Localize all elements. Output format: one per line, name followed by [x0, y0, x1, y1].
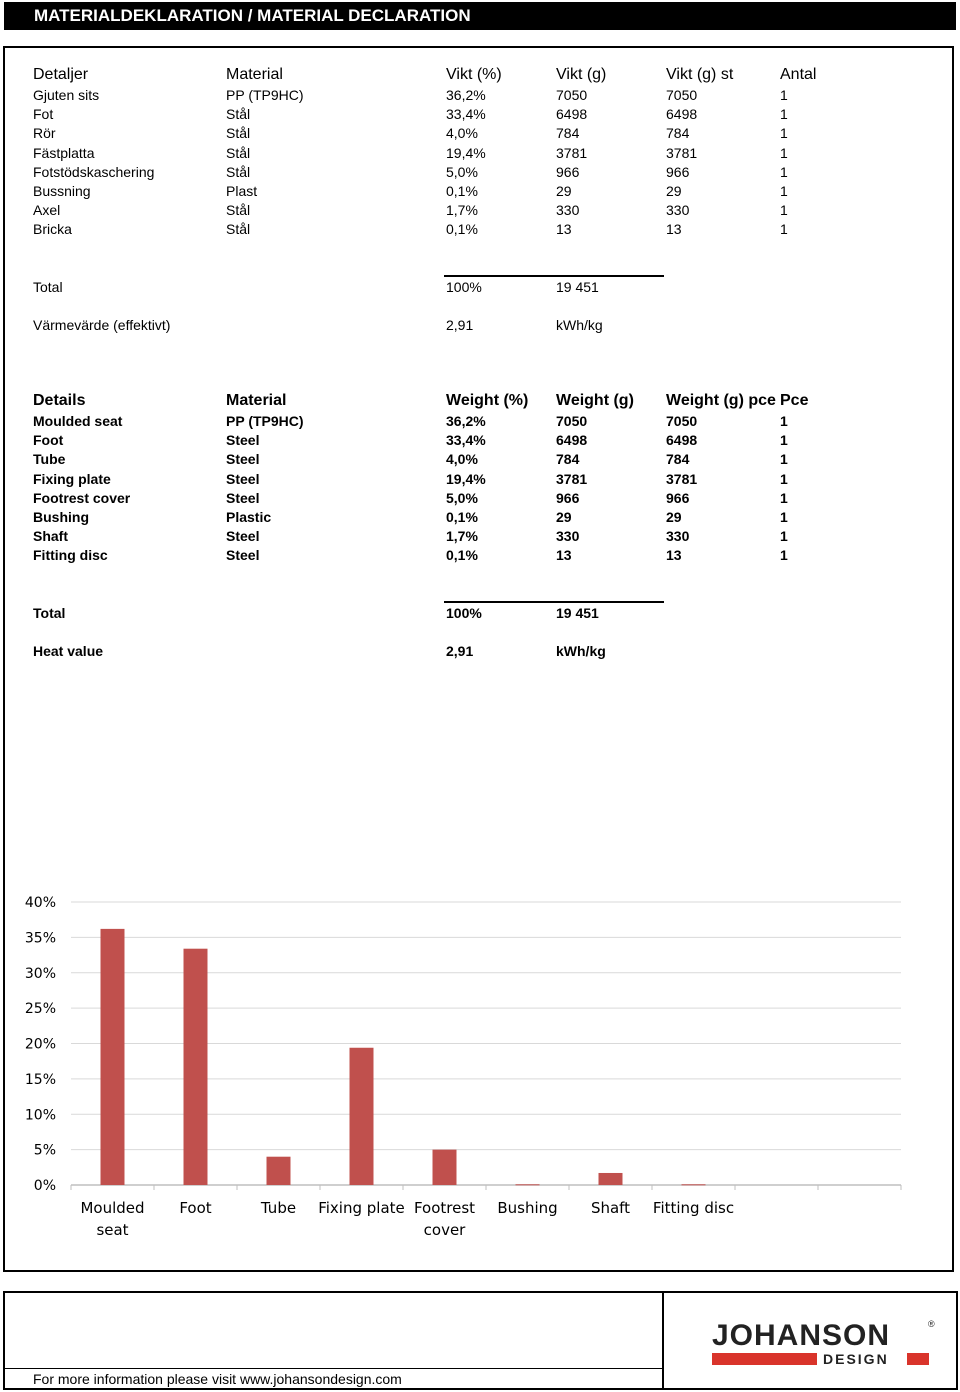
swedish-table-cell: 1: [780, 202, 788, 219]
swedish-table-cell: Stål: [226, 125, 251, 142]
footer-divider: [662, 1291, 664, 1390]
english-table-cell: 1: [780, 470, 788, 487]
swedish-table-cell: Fot: [33, 106, 54, 123]
english-table-cell: 1: [780, 547, 788, 564]
swedish-header-5: Antal: [780, 66, 817, 83]
english-table-cell: 1,7%: [446, 528, 478, 545]
swedish-table-cell: 6498: [666, 106, 698, 123]
x-category-label: Foot: [179, 1199, 212, 1217]
english-table-cell: 6498: [666, 432, 698, 449]
swedish-table-cell: 29: [556, 183, 572, 199]
swedish-heat-label: Värmevärde (effektivt): [33, 317, 171, 333]
english-table-cell: 19,4%: [446, 470, 486, 487]
footer-info-link[interactable]: For more information please visit www.johansondesign.com: [33, 1371, 402, 1387]
x-category-label: Moulded: [80, 1199, 145, 1217]
swedish-table-cell: Bussning: [33, 183, 91, 199]
logo-red-bar-left: [712, 1353, 817, 1365]
swedish-table-cell: 36,2%: [446, 87, 486, 103]
swedish-table-cell: 29: [666, 183, 682, 199]
x-category-label: seat: [96, 1221, 129, 1239]
english-table-cell: Fixing plate: [33, 470, 111, 487]
english-table-cell: 1: [780, 413, 788, 429]
english-table-cell: Moulded seat: [33, 413, 123, 429]
swedish-total-pct: 100%: [446, 279, 482, 295]
english-table-cell: 36,2%: [446, 413, 486, 429]
bar: [516, 1184, 540, 1185]
swedish-table-cell: 966: [556, 163, 580, 180]
english-table-cell: 0,1%: [446, 547, 478, 564]
bar: [101, 929, 125, 1185]
english-table-cell: 330: [666, 528, 690, 545]
english-header-1: Material: [226, 392, 287, 409]
english-table-cell: 13: [666, 547, 682, 564]
english-total-label: Total: [33, 605, 66, 621]
english-table-cell: Fitting disc: [33, 547, 108, 564]
english-table-cell: Steel: [226, 528, 260, 545]
footer-text-rule: [4, 1368, 662, 1369]
y-tick-label: 25%: [24, 1001, 56, 1018]
swedish-table-cell: Stål: [226, 202, 251, 219]
english-table-cell: 7050: [556, 413, 588, 429]
english-header-4: Weight (g) pce: [666, 392, 776, 409]
english-table-cell: Plastic: [226, 509, 272, 525]
y-tick-label: 10%: [24, 1107, 56, 1124]
bar: [599, 1173, 623, 1185]
swedish-table-cell: 1: [780, 221, 788, 238]
english-table-cell: 784: [666, 451, 690, 468]
y-tick-label: 40%: [24, 895, 56, 911]
english-table-cell: Shaft: [33, 528, 68, 545]
y-tick-label: 0%: [33, 1178, 56, 1194]
y-tick-label: 15%: [24, 1071, 56, 1088]
swedish-header-3: Vikt (g): [556, 66, 607, 83]
swedish-table-cell: 4,0%: [446, 125, 478, 142]
swedish-total-label: Total: [33, 279, 63, 295]
english-table-cell: Bushing: [33, 509, 89, 525]
swedish-table-cell: 1: [780, 87, 788, 103]
english-header-3: Weight (g): [556, 392, 634, 409]
swedish-table-cell: PP (TP9HC): [226, 87, 304, 103]
swedish-table-cell: 19,4%: [446, 144, 486, 161]
x-category-label: Fitting disc: [652, 1199, 735, 1217]
english-total-g: 19 451: [556, 605, 599, 621]
swedish-table-cell: 5,0%: [446, 163, 478, 180]
swedish-table-cell: 1: [780, 144, 788, 161]
english-header-2: Weight (%): [446, 392, 529, 409]
bar: [184, 949, 208, 1185]
english-table-cell: Tube: [33, 451, 66, 468]
swedish-table-cell: 0,1%: [446, 221, 478, 238]
swedish-table-cell: 330: [556, 202, 580, 219]
swedish-table-cell: 1: [780, 106, 788, 123]
swedish-table-cell: 0,1%: [446, 183, 478, 199]
english-table-cell: 0,1%: [446, 509, 478, 525]
swedish-table-cell: Fästplatta: [33, 144, 95, 161]
x-category-label: Fixing plate: [318, 1199, 405, 1217]
x-category-label: Shaft: [590, 1199, 631, 1217]
swedish-table-cell: 1: [780, 163, 788, 180]
swedish-table-cell: 3781: [666, 144, 698, 161]
swedish-total-rule: [444, 275, 664, 277]
logo-red-bar-right: [907, 1353, 929, 1365]
swedish-table-cell: Stål: [226, 163, 251, 180]
swedish-table-cell: 1: [780, 183, 788, 199]
english-table-cell: 29: [666, 509, 682, 525]
swedish-table-cell: Stål: [226, 106, 251, 123]
english-table-cell: 966: [666, 489, 690, 506]
english-table-cell: 4,0%: [446, 451, 478, 468]
x-category-label: Footrest: [413, 1199, 476, 1217]
english-header-0: Details: [33, 392, 86, 409]
swedish-table-cell: 7050: [556, 87, 588, 103]
bar: [682, 1184, 706, 1185]
english-table-cell: 5,0%: [446, 489, 478, 506]
english-heat-label: Heat value: [33, 643, 104, 659]
y-tick-label: 5%: [33, 1142, 56, 1159]
bar: [267, 1157, 291, 1185]
english-table-cell: 3781: [556, 470, 588, 487]
johanson-logo-wordmark: JOHANSON: [712, 1319, 891, 1352]
english-heat-value: 2,91: [446, 643, 474, 659]
swedish-table-cell: Rör: [33, 125, 56, 142]
english-table-cell: Footrest cover: [33, 489, 131, 506]
x-category-label: Tube: [260, 1199, 297, 1217]
swedish-table-cell: 330: [666, 202, 690, 219]
english-table-cell: 1: [780, 509, 788, 525]
swedish-table-cell: 1,7%: [446, 202, 478, 219]
swedish-table-cell: Gjuten sits: [33, 87, 100, 103]
swedish-table-cell: 784: [556, 125, 580, 142]
swedish-heat-value: 2,91: [446, 317, 474, 333]
swedish-header-0: Detaljer: [33, 66, 89, 83]
swedish-table-cell: 33,4%: [446, 106, 486, 123]
english-table-cell: 784: [556, 451, 580, 468]
swedish-header-4: Vikt (g) st: [666, 66, 734, 83]
swedish-table-cell: 7050: [666, 87, 698, 103]
swedish-header-1: Material: [226, 66, 283, 83]
johanson-logo-design: DESIGN: [823, 1351, 889, 1367]
swedish-table-cell: 13: [666, 221, 682, 238]
swedish-table-cell: Stål: [226, 144, 251, 161]
bar: [433, 1150, 457, 1185]
weight-percent-chart: [0, 880, 960, 1260]
english-table-cell: 330: [556, 528, 580, 545]
english-table-cell: 1: [780, 489, 788, 506]
english-table-cell: Foot: [33, 432, 64, 449]
swedish-table-cell: 6498: [556, 106, 588, 123]
english-total-rule: [444, 601, 664, 603]
english-table-cell: PP (TP9HC): [226, 413, 304, 429]
bar: [350, 1048, 374, 1185]
english-header-5: Pce: [780, 392, 809, 409]
swedish-table-cell: Plast: [226, 183, 258, 199]
swedish-table-cell: 966: [666, 163, 690, 180]
english-table-cell: 3781: [666, 470, 698, 487]
english-table-cell: 1: [780, 451, 788, 468]
swedish-table-cell: Axel: [33, 202, 61, 219]
english-total-pct: 100%: [446, 605, 482, 621]
swedish-header-2: Vikt (%): [446, 66, 502, 83]
swedish-table-cell: Fotstödskaschering: [33, 163, 155, 180]
english-table-cell: 1: [780, 528, 788, 545]
english-table-cell: 6498: [556, 432, 588, 449]
swedish-total-g: 19 451: [556, 279, 599, 295]
y-tick-label: 35%: [24, 930, 56, 947]
english-table-cell: 7050: [666, 413, 698, 429]
swedish-table-cell: 1: [780, 125, 788, 142]
page-title: MATERIALDEKLARATION / MATERIAL DECLARATION: [4, 2, 956, 30]
english-table-cell: 966: [556, 489, 580, 506]
swedish-table-cell: 3781: [556, 144, 588, 161]
english-table-cell: 33,4%: [446, 432, 486, 449]
x-category-label: cover: [423, 1221, 466, 1239]
swedish-table-cell: Bricka: [33, 221, 72, 238]
english-table-cell: Steel: [226, 547, 260, 564]
english-table-cell: Steel: [226, 470, 260, 487]
swedish-table-cell: 13: [556, 221, 572, 238]
x-category-label: Bushing: [497, 1199, 558, 1217]
english-table-cell: Steel: [226, 489, 260, 506]
swedish-table-cell: 784: [666, 125, 690, 142]
english-table-cell: Steel: [226, 451, 260, 468]
english-table-cell: Steel: [226, 432, 260, 449]
swedish-table-cell: Stål: [226, 221, 251, 238]
english-heat-unit: kWh/kg: [556, 643, 606, 659]
english-table-cell: 29: [556, 509, 572, 525]
english-table-cell: 13: [556, 547, 572, 564]
y-tick-label: 30%: [24, 965, 56, 982]
y-tick-label: 20%: [24, 1036, 56, 1053]
english-table-cell: 1: [780, 432, 788, 449]
registered-mark: ®: [928, 1319, 935, 1329]
swedish-heat-unit: kWh/kg: [556, 317, 603, 333]
